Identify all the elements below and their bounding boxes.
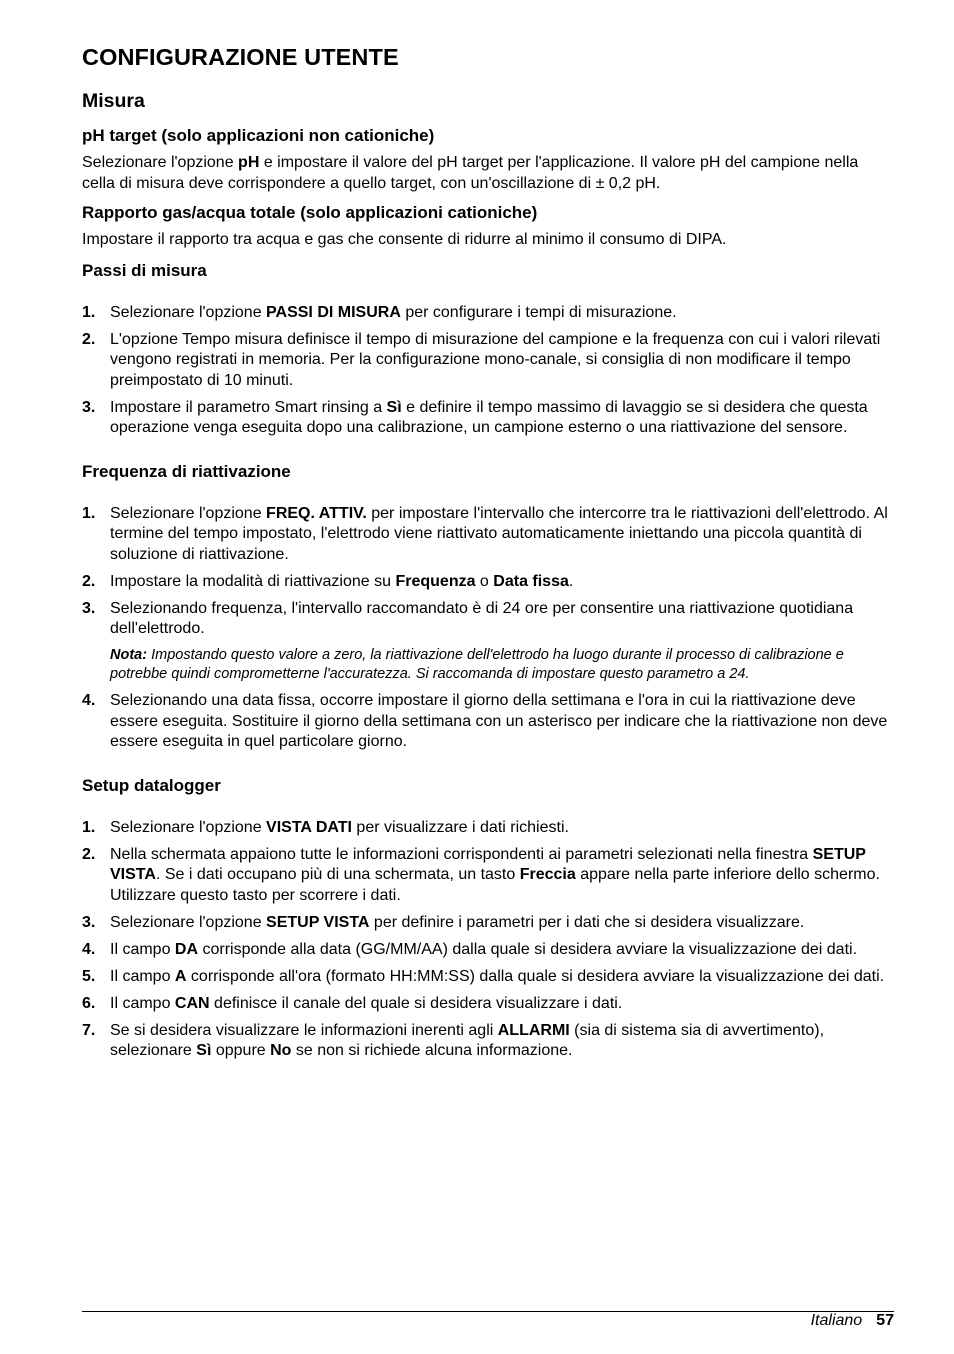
- footer-divider: [82, 1311, 894, 1312]
- list-item: 2. L'opzione Tempo misura definisce il tempo di misurazione del campione e la frequenza con cui i valori rilevati vengono registrati in memoria. Per la configurazione mono-canale, si consiglia di non modificare il tempo preimpostato di 10 minuti.: [82, 330, 881, 389]
- heading-passi: Passi di misura: [82, 260, 207, 280]
- paragraph-ph-target: Selezionare l'opzione pH e impostare il valore del pH target per l'applicazione. Il valore pH del campione nella cella di misura deve corrispondere a quello target, con un'oscillazione di ± 0,2 pH.: [82, 154, 859, 192]
- list-item: 3. Impostare il parametro Smart rinsing a Sì e definire il tempo massimo di lavaggio se si desidera che questa operazione venga eseguita dopo una calibrazione, un campione esterno o una riattivazione del sensore.: [82, 398, 868, 436]
- document-page: [82, 44, 894, 1068]
- list-item: 1. Selezionare l'opzione VISTA DATI per visualizzare i dati richiesti.: [82, 818, 569, 836]
- list-item: 7. Se si desidera visualizzare le informazioni inerenti agli ALLARMI (sia di sistema sia di avvertimento), selezionare Sì oppure No se non si richiede alcuna informazione.: [82, 1021, 825, 1059]
- list-item: 6. Il campo CAN definisce il canale del quale si desidera visualizzare i dati.: [82, 994, 623, 1012]
- list-item: 2. Nella schermata appaiono tutte le informazioni corrispondenti ai parametri selezionati nella finestra SETUP VISTA. Se i dati occupano più di una schermata, un tasto Freccia appare nella parte inferiore dello schermo. Utilizzare questo tasto per scorrere i dati.: [82, 845, 880, 904]
- list-item: 1. Selezionare l'opzione FREQ. ATTIV. per impostare l'intervallo che intercorre tra le riattivazioni dell'elettrodo. Al termine del tempo impostato, l'elettrodo viene riattivato automaticamente iniettando una piccola quantità di soluzione di riattivazione.: [82, 504, 888, 563]
- heading-ph-target: pH target (solo applicazioni non cationiche): [82, 126, 435, 145]
- list-item: 3. Selezionare l'opzione SETUP VISTA per definire i parametri per i dati che si desidera visualizzare.: [82, 913, 805, 931]
- list-item: 4. Selezionando una data fissa, occorre impostare il giorno della settimana e l'ora in cui la riattivazione deve essere eseguita. Sostituire il giorno della settimana con un asterisco per indicare che la riattivazione non deve essere eseguita in quel particolare giorno.: [82, 692, 888, 750]
- list-item: 3. Selezionando frequenza, l'intervallo raccomandato è di 24 ore per consentire una riattivazione quotidiana dell'elettrodo.: [82, 599, 854, 637]
- heading-datalogger: Setup datalogger: [82, 775, 221, 795]
- list-passi: [82, 303, 894, 439]
- heading-freq: Frequenza di riattivazione: [82, 461, 291, 481]
- footer-language: Italiano: [810, 1312, 863, 1329]
- note-freq: Nota: Impostando questo valore a zero, la riattivazione dell'elettrodo ha luogo durante il processo di calibrazione e potrebbe quindi comprometterne l'accuratezza. Si raccomanda di impostare questo parametro a 24.: [110, 647, 844, 682]
- page-footer: [811, 1312, 894, 1330]
- list-item: 4. Il campo DA corrisponde alla data (GG/MM/AA) dalla quale si desidera avviare la visualizzazione dei dati.: [82, 940, 858, 958]
- list-item: 1. Selezionare l'opzione PASSI DI MISURA per configurare i tempi di misurazione.: [82, 303, 677, 321]
- paragraph-gas-ratio: Impostare il rapporto tra acqua e gas che consente di ridurre al minimo il consumo di DIPA.: [82, 231, 727, 248]
- page-number: 57: [876, 1312, 894, 1329]
- list-freq-cont: [82, 691, 894, 753]
- page-title: CONFIGURAZIONE UTENTE: [82, 44, 399, 70]
- list-item: 2. Impostare la modalità di riattivazione su Frequenza o Data fissa.: [82, 572, 574, 590]
- heading-gas-ratio: Rapporto gas/acqua totale (solo applicazioni cationiche): [82, 203, 538, 222]
- section-title-misura: Misura: [82, 90, 145, 112]
- list-freq: [82, 504, 894, 640]
- list-item: 5. Il campo A corrisponde all'ora (formato HH:MM:SS) dalla quale si desidera avviare la visualizzazione dei dati.: [82, 967, 885, 985]
- list-datalogger: [82, 818, 894, 1062]
